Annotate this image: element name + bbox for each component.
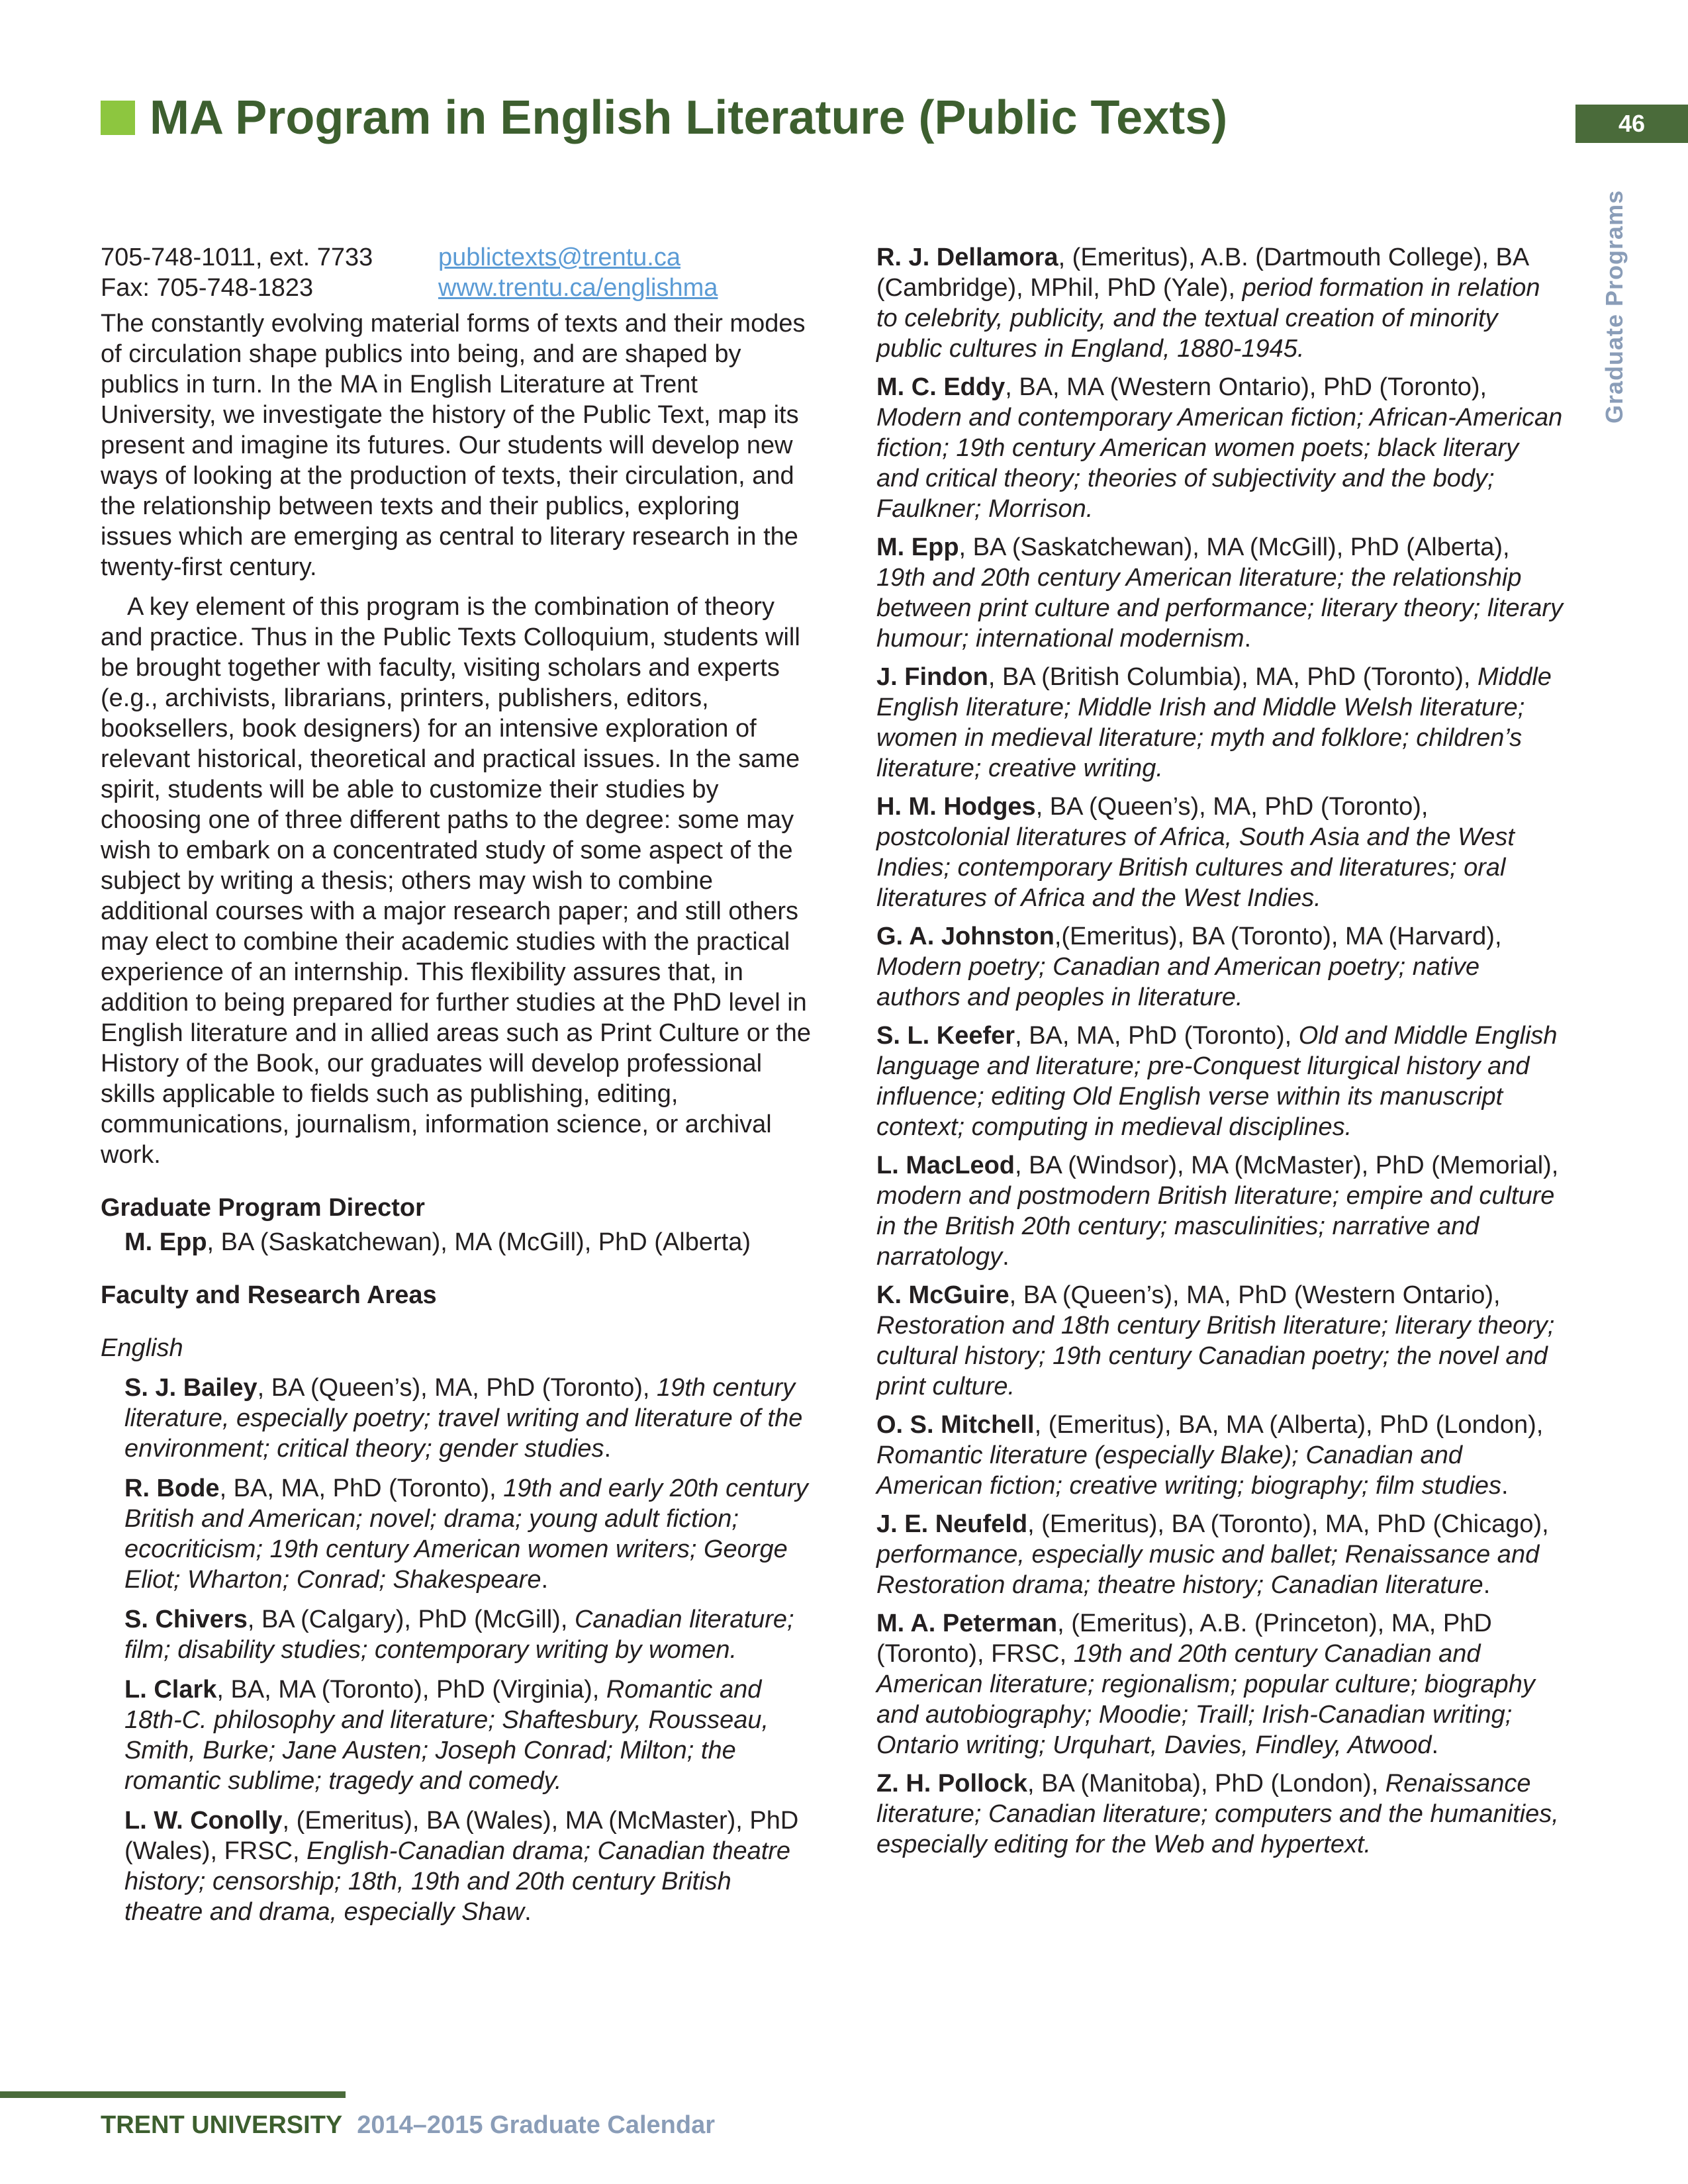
faculty-credentials: , (Emeritus), A.B. (Dartmouth College), BA (Cambridge), MPhil, PhD (Yale),	[876, 244, 1528, 302]
faculty-entry-tail: .	[1431, 1731, 1439, 1759]
email-link[interactable]: publictexts@trentu.ca	[438, 244, 680, 271]
faculty-name: R. Bode	[124, 1475, 220, 1502]
faculty-entry	[876, 532, 1565, 654]
fax-number: Fax: 705-748-1823	[101, 274, 314, 302]
faculty-entry-tail: .	[524, 1898, 532, 1926]
faculty-credentials: , (Emeritus), BA (Toronto), MA, PhD (Chicago),	[1027, 1510, 1549, 1538]
right-column	[876, 242, 1565, 1860]
faculty-credentials: ,(Emeritus), BA (Toronto), MA (Harvard),	[1054, 923, 1502, 950]
faculty-entry	[101, 1373, 816, 1464]
faculty-research: period formation in relation to celebrity, publicity, and the textual creation of minority public cultures in England, 1880-1945.	[876, 274, 1540, 363]
faculty-research: postcolonial literatures of Africa, South Asia and the West Indies; contemporary British cultures and literatures; oral literatures of Africa and the West Indies.	[876, 823, 1515, 912]
faculty-heading: Faculty and Research Areas	[101, 1281, 437, 1309]
faculty-name: M. C. Eddy	[876, 373, 1006, 401]
faculty-credentials: , BA, MA (Toronto), PhD (Virginia),	[216, 1676, 606, 1704]
faculty-research: Restoration and 18th century British literature; literary theory; cultural history; 19th century Canadian poetry; the novel and print culture.	[876, 1312, 1555, 1400]
faculty-research: Romantic literature (especially Blake); Canadian and American fiction; creative writing; biography; film studies	[876, 1441, 1502, 1500]
faculty-entry-tail: .	[1002, 1243, 1009, 1271]
faculty-entry	[101, 1805, 816, 1927]
faculty-entry	[876, 1280, 1565, 1402]
faculty-credentials: , BA, MA, PhD (Toronto),	[1015, 1022, 1299, 1050]
faculty-research: Modern and contemporary American fiction; African-American fiction; 19th century American women poets; black literary and critical theory; theories of subjectivity and the body; Faulkner; Morrison.	[876, 404, 1563, 523]
page-title: MA Program in English Literature (Public Texts)	[150, 91, 1228, 144]
faculty-entry	[876, 1021, 1565, 1142]
page-header	[101, 91, 1228, 144]
footer-rule	[0, 2091, 346, 2098]
faculty-credentials: , BA (Queen’s), MA, PhD (Toronto),	[257, 1374, 657, 1402]
faculty-credentials: , (Emeritus), BA (Wales), MA (McMaster), PhD (Wales), FRSC,	[124, 1807, 799, 1865]
faculty-research: performance, especially music and ballet; Renaissance and Restoration drama; theatre history; Canadian literature	[876, 1541, 1540, 1599]
faculty-research: 19th century literature, especially poetry; travel writing and literature of the environment; critical theory; gender studies	[124, 1374, 803, 1463]
faculty-entry	[101, 1473, 816, 1595]
faculty-name: J. E. Neufeld	[876, 1510, 1028, 1538]
faculty-name: O. S. Mitchell	[876, 1411, 1035, 1439]
faculty-name: G. A. Johnston	[876, 923, 1055, 950]
faculty-entry	[101, 1604, 816, 1665]
title-square-icon	[101, 101, 135, 135]
faculty-name: L. MacLeod	[876, 1152, 1015, 1179]
faculty-name: R. J. Dellamora	[876, 244, 1058, 271]
faculty-research: Romantic and 18th-C. philosophy and literature; Shaftesbury, Rousseau, Smith, Burke; Jane Austen; Joseph Conrad; Milton; the romantic sublime; tragedy and comedy.	[124, 1676, 769, 1795]
faculty-name: J. Findon	[876, 663, 988, 691]
faculty-entry	[876, 1509, 1565, 1600]
faculty-name: K. McGuire	[876, 1281, 1009, 1309]
faculty-entry-tail: .	[1483, 1571, 1491, 1599]
faculty-credentials: , BA (British Columbia), MA, PhD (Toronto),	[988, 663, 1477, 691]
phone-number: 705-748-1011, ext. 7733	[101, 244, 373, 271]
faculty-credentials: , BA, MA, PhD (Toronto),	[219, 1475, 504, 1502]
faculty-research: Middle English literature; Middle Irish and Middle Welsh literature; women in medieval literature; myth and folklore; children’s literature; creative writing.	[876, 663, 1552, 782]
faculty-list-left	[101, 1373, 816, 1927]
faculty-entry	[876, 1608, 1565, 1760]
faculty-research: Old and Middle English language and literature; pre-Conquest liturgical history and influence; editing Old English verse within its manuscript context; computing in medieval disciplines.	[876, 1022, 1558, 1141]
contact-fax-row	[101, 273, 816, 303]
intro-paragraph-2: A key element of this program is the combination of theory and practice. Thus in the Public Texts Colloquium, students will be brought together with faculty, visiting scholars and experts (e.g., archivists, librarians, printers, publishers, editors, booksellers, book designers) for an intensive exploration of relevant historical, theoretical and practical issues. In the same spirit, students will be able to customize their studies by choosing one of three different paths to the degree: some may wish to embark on a concentrated study of some aspect of the subject by writing a thesis; others may wish to combine additional courses with a major research paper; and still others may elect to combine their academic studies with the practical experience of an internship. This flexibility assures that, in addition to being prepared for further studies at the PhD level in English literature and in allied areas such as Print Culture or the History of the Book, our graduates will develop professional skills applicable to fields such as publishing, editing, communications, journalism, information science, or archival work.	[101, 593, 812, 1169]
faculty-credentials: , BA, MA (Western Ontario), PhD (Toronto),	[1005, 373, 1487, 401]
faculty-name: Z. H. Pollock	[876, 1770, 1028, 1797]
faculty-research: English-Canadian drama; Canadian theatre history; censorship; 18th, 19th and 20th century British theatre and drama, especially Shaw	[124, 1837, 791, 1926]
faculty-name: M. Epp	[876, 533, 959, 561]
faculty-entry-tail: .	[1244, 625, 1252, 653]
faculty-entry-tail: .	[604, 1435, 612, 1463]
faculty-research: modern and postmodern British literature; empire and culture in the British 20th century; masculinities; narrative and narratology	[876, 1182, 1555, 1271]
footer-calendar: 2014–2015 Graduate Calendar	[357, 2111, 716, 2139]
faculty-credentials: , BA (Windsor), MA (McMaster), PhD (Memorial),	[1015, 1152, 1559, 1179]
faculty-entry-tail: .	[1501, 1472, 1509, 1500]
faculty-research: 19th and 20th century American literature; the relationship between print culture and performance; literary theory; literary humour; international modernism	[876, 564, 1564, 653]
faculty-entry	[101, 1674, 816, 1796]
faculty-name: L. Clark	[124, 1676, 217, 1704]
faculty-name: S. L. Keefer	[876, 1022, 1015, 1050]
faculty-entry	[876, 242, 1565, 364]
faculty-credentials: , BA (Saskatchewan), MA (McGill), PhD (Alberta),	[959, 533, 1510, 561]
faculty-name: S. J. Bailey	[124, 1374, 258, 1402]
faculty-list-right	[876, 242, 1565, 1860]
director-name: M. Epp	[124, 1228, 207, 1256]
intro-paragraph-1: The constantly evolving material forms of texts and their modes of circulation shape publics into being, and are shaped by publics in turn. In the MA in English Literature at Trent University, we investigate the history of the Public Text, map its present and imagine its futures. Our students will develop new ways of looking at the production of texts, their circulation, and the relationship between texts and their publics, exploring issues which are emerging as central to literary research in the twenty-first century.	[101, 310, 806, 581]
faculty-research: 19th and early 20th century British and American; novel; drama; young adult fiction; ecocriticism; 19th century American women writers; George Eliot; Wharton; Conrad; Shakespeare	[124, 1475, 808, 1594]
page-footer	[101, 2111, 715, 2140]
faculty-name: S. Chivers	[124, 1606, 248, 1633]
footer-university: TRENT UNIVERSITY	[101, 2111, 343, 2139]
faculty-entry	[876, 1410, 1565, 1501]
faculty-research: 19th and 20th century Canadian and American literature; regionalism; popular culture; biography and autobiography; Moodie; Traill; Irish-Canadian writing; Ontario writing; Urquhart, Davies, Findley, Atwood	[876, 1640, 1535, 1759]
page-number: 46	[1575, 105, 1688, 143]
faculty-subheading: English	[101, 1334, 183, 1362]
faculty-credentials: , BA (Queen’s), MA, PhD (Western Ontario),	[1009, 1281, 1501, 1309]
faculty-entry	[876, 662, 1565, 784]
faculty-research: Renaissance literature; Canadian literature; computers and the humanities, especially editing for the Web and hypertext.	[876, 1770, 1559, 1858]
faculty-research: Modern poetry; Canadian and American poetry; native authors and peoples in literature.	[876, 953, 1480, 1011]
director-entry	[101, 1227, 816, 1257]
faculty-entry-tail: .	[541, 1566, 549, 1594]
faculty-name: H. M. Hodges	[876, 793, 1036, 821]
section-side-label: Graduate Programs	[1601, 189, 1628, 424]
contact-phone-row	[101, 242, 816, 273]
faculty-credentials: , BA (Queen’s), MA, PhD (Toronto),	[1035, 793, 1429, 821]
faculty-entry	[876, 792, 1565, 913]
faculty-entry	[876, 1768, 1565, 1860]
director-credentials: , BA (Saskatchewan), MA (McGill), PhD (Alberta)	[207, 1228, 751, 1256]
faculty-entry	[876, 372, 1565, 524]
faculty-credentials: , (Emeritus), BA, MA (Alberta), PhD (London),	[1034, 1411, 1544, 1439]
faculty-credentials: , BA (Manitoba), PhD (London),	[1027, 1770, 1385, 1797]
faculty-entry	[876, 1150, 1565, 1272]
website-link[interactable]: www.trentu.ca/englishma	[438, 274, 718, 302]
director-heading: Graduate Program Director	[101, 1194, 425, 1222]
faculty-research: Canadian literature; film; disability studies; contemporary writing by women.	[124, 1606, 794, 1664]
faculty-name: L. W. Conolly	[124, 1807, 283, 1835]
faculty-credentials: , BA (Calgary), PhD (McGill),	[247, 1606, 575, 1633]
faculty-entry	[876, 921, 1565, 1013]
left-column	[101, 242, 816, 1927]
faculty-credentials: , (Emeritus), A.B. (Princeton), MA, PhD (Toronto), FRSC,	[876, 1610, 1492, 1668]
faculty-name: M. A. Peterman	[876, 1610, 1058, 1637]
